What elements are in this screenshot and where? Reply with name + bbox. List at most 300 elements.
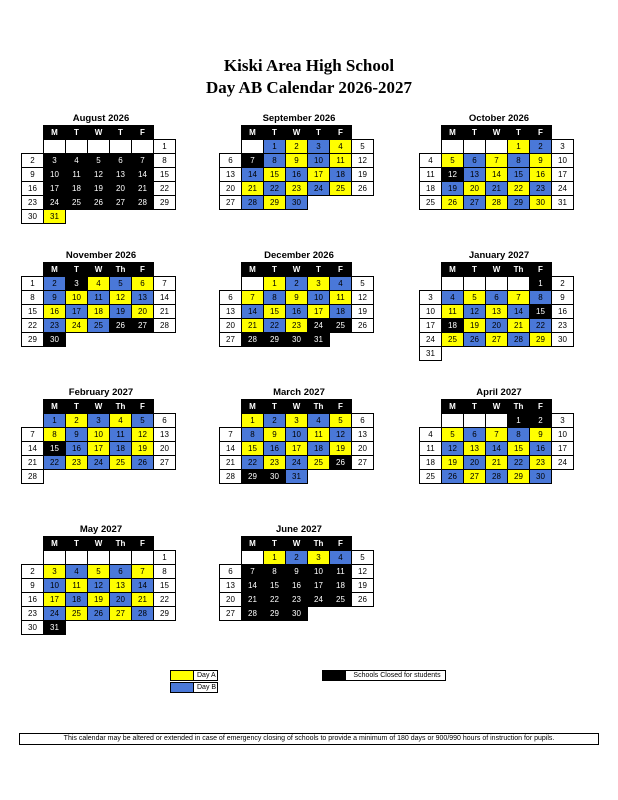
day-cell: 24 [552,456,574,470]
weekday-header: Th [308,537,330,551]
day-cell: 8 [264,291,286,305]
day-cell [552,347,574,361]
weekday-header: M [44,126,66,140]
day-cell [88,140,110,154]
day-cell: 17 [420,319,442,333]
day-cell: 16 [530,168,552,182]
day-cell: 19 [352,168,374,182]
weekday-header: F [330,263,352,277]
day-cell: 30 [530,470,552,484]
day-cell: 1 [264,140,286,154]
weekday-header: M [242,537,264,551]
day-cell: 17 [44,593,66,607]
day-cell: 16 [22,593,44,607]
day-cell: 4 [88,277,110,291]
day-cell [330,333,352,347]
day-cell [88,210,110,224]
day-cell [220,414,242,428]
day-cell [88,333,110,347]
day-cell: 19 [352,305,374,319]
day-cell: 3 [44,154,66,168]
day-cell: 31 [552,196,574,210]
day-cell: 24 [308,319,330,333]
week-row [220,168,374,182]
day-cell: 20 [464,456,486,470]
day-cell: 16 [66,442,88,456]
day-cell: 11 [110,428,132,442]
weekday-header: F [530,263,552,277]
day-cell: 1 [44,414,66,428]
day-cell: 11 [330,291,352,305]
day-cell: 5 [110,277,132,291]
header-spacer [552,126,574,140]
day-cell: 10 [552,428,574,442]
weekday-header: Th [110,263,132,277]
day-cell: 15 [22,305,44,319]
day-cell: 27 [220,196,242,210]
day-cell [132,621,154,635]
weekday-header-row [22,263,176,277]
weekday-header: T [110,126,132,140]
day-cell: 16 [286,579,308,593]
weekday-header: W [286,263,308,277]
day-cell: 21 [242,593,264,607]
weekday-header: W [88,126,110,140]
day-cell: 16 [44,305,66,319]
week-row [220,277,374,291]
day-cell: 17 [308,305,330,319]
month-title: October 2026 [468,113,530,124]
day-cell: 15 [508,168,530,182]
weekday-header: F [132,400,154,414]
week-row [220,414,374,428]
week-row [220,182,374,196]
weekday-header: W [88,537,110,551]
day-cell: 3 [66,277,88,291]
week-row [22,305,176,319]
day-cell: 29 [154,196,176,210]
day-cell: 12 [442,442,464,456]
day-cell: 7 [132,565,154,579]
weekday-header: M [242,400,264,414]
day-cell [110,333,132,347]
day-cell: 17 [66,305,88,319]
day-cell: 20 [486,319,508,333]
month-title: September 2026 [262,113,336,124]
footer-note: This calendar may be altered or extended in case of emergency closing of schools to provide a minimum of 180 days or 900/990 hours of instruction for pupils. [19,733,599,745]
day-cell: 26 [88,196,110,210]
day-cell: 13 [132,291,154,305]
day-cell [66,470,88,484]
day-cell [442,140,464,154]
day-cell [110,470,132,484]
weekday-header: T [464,263,486,277]
day-cell: 14 [508,305,530,319]
day-cell: 3 [44,565,66,579]
week-row [220,154,374,168]
week-row [22,593,176,607]
weekday-header: T [264,126,286,140]
day-cell: 7 [486,428,508,442]
day-cell: 18 [110,442,132,456]
day-cell: 13 [464,168,486,182]
day-cell: 5 [464,291,486,305]
day-cell: 23 [264,456,286,470]
day-cell: 3 [308,140,330,154]
day-cell [352,470,374,484]
day-cell: 10 [308,154,330,168]
day-cell: 21 [132,593,154,607]
legend-day-b [170,682,218,693]
week-row [420,428,574,442]
day-cell [66,621,88,635]
day-cell: 19 [88,182,110,196]
day-cell: 25 [420,196,442,210]
day-cell: 10 [308,565,330,579]
day-cell: 12 [352,154,374,168]
day-cell: 18 [66,593,88,607]
day-cell: 14 [132,168,154,182]
day-cell: 30 [530,196,552,210]
day-cell: 26 [132,456,154,470]
day-cell: 30 [264,470,286,484]
day-cell: 30 [286,607,308,621]
week-row [420,168,574,182]
header-spacer [22,126,44,140]
legend-closed [322,670,446,681]
weekday-header: M [44,537,66,551]
day-b-swatch [170,682,194,693]
day-cell: 2 [286,277,308,291]
day-cell: 17 [286,442,308,456]
weekday-header: M [242,263,264,277]
day-cell [464,414,486,428]
day-cell: 28 [486,196,508,210]
day-cell: 27 [154,456,176,470]
day-cell: 20 [220,319,242,333]
header-spacer [352,126,374,140]
week-row [420,470,574,484]
day-cell [88,551,110,565]
day-cell: 9 [286,291,308,305]
day-cell [154,333,176,347]
day-cell: 6 [132,277,154,291]
day-cell: 14 [220,442,242,456]
day-cell: 14 [486,442,508,456]
weekday-header-row [220,400,374,414]
week-row [420,277,574,291]
day-cell: 25 [110,456,132,470]
week-row [220,551,374,565]
weekday-header-row [420,126,574,140]
weekday-header: M [442,126,464,140]
week-row [22,470,176,484]
day-cell [352,196,374,210]
day-cell: 8 [530,291,552,305]
day-cell: 13 [110,168,132,182]
day-cell [464,347,486,361]
day-b-label: Day B [194,682,218,693]
day-cell: 14 [242,305,264,319]
day-cell: 20 [464,182,486,196]
day-cell: 16 [264,442,286,456]
day-cell: 4 [420,428,442,442]
weekday-header: M [44,400,66,414]
weekday-header: M [442,400,464,414]
day-cell: 31 [44,621,66,635]
day-cell: 14 [486,168,508,182]
day-cell: 8 [264,154,286,168]
day-cell [66,210,88,224]
day-cell: 6 [220,565,242,579]
day-cell: 22 [264,319,286,333]
day-cell: 13 [486,305,508,319]
day-cell: 26 [352,182,374,196]
day-cell: 20 [154,442,176,456]
weekday-header: Th [110,400,132,414]
month-title: May 2027 [79,524,123,535]
day-cell: 18 [330,579,352,593]
day-cell: 26 [442,196,464,210]
day-cell [66,551,88,565]
day-cell [420,277,442,291]
day-cell [420,414,442,428]
week-row [22,291,176,305]
weekday-header-row [220,537,374,551]
day-cell: 19 [442,182,464,196]
weekday-header: W [486,263,508,277]
day-cell: 18 [330,305,352,319]
day-cell: 2 [530,140,552,154]
header-spacer [220,126,242,140]
day-cell: 26 [352,593,374,607]
day-cell: 28 [154,319,176,333]
day-cell: 13 [220,579,242,593]
day-cell [464,140,486,154]
day-cell [464,277,486,291]
day-cell: 19 [330,442,352,456]
day-cell: 26 [464,333,486,347]
header-spacer [154,263,176,277]
day-cell: 13 [352,428,374,442]
school-title: Kiski Area High School [223,56,395,75]
week-row [22,579,176,593]
weekday-header: M [242,126,264,140]
weekday-header: F [330,126,352,140]
day-cell: 21 [22,456,44,470]
weekday-header: T [508,126,530,140]
day-cell: 12 [442,168,464,182]
day-cell: 14 [242,579,264,593]
month-grid [419,399,574,484]
weekday-header: W [286,126,308,140]
day-cell: 24 [88,456,110,470]
week-row [22,414,176,428]
week-row [22,182,176,196]
header-spacer [352,537,374,551]
week-row [22,607,176,621]
weekday-header: W [88,400,110,414]
day-cell: 22 [264,593,286,607]
header-spacer [22,400,44,414]
day-cell: 6 [464,428,486,442]
day-cell: 15 [242,442,264,456]
day-cell: 12 [352,565,374,579]
month-grid [21,262,176,347]
day-cell: 14 [22,442,44,456]
day-cell: 27 [110,607,132,621]
day-cell: 7 [508,291,530,305]
day-cell: 23 [22,607,44,621]
week-row [220,291,374,305]
day-cell: 18 [88,305,110,319]
day-cell: 7 [220,428,242,442]
day-cell: 8 [154,154,176,168]
month-grid [21,125,176,224]
week-row [420,291,574,305]
header-spacer [552,263,574,277]
closed-label: Schools Closed for students [346,670,446,681]
day-cell: 4 [330,551,352,565]
day-cell: 2 [286,551,308,565]
day-cell: 29 [530,333,552,347]
day-cell: 24 [44,196,66,210]
day-cell [508,277,530,291]
day-cell [88,621,110,635]
day-cell: 26 [88,607,110,621]
day-cell: 28 [132,196,154,210]
day-cell: 21 [154,305,176,319]
day-cell: 14 [242,168,264,182]
day-cell: 27 [220,333,242,347]
day-cell: 16 [552,305,574,319]
day-cell [22,140,44,154]
month-grid [419,125,574,210]
day-cell: 8 [22,291,44,305]
day-cell: 29 [508,470,530,484]
day-cell: 18 [330,168,352,182]
closed-swatch [322,670,346,681]
day-cell: 5 [132,414,154,428]
week-row [220,456,374,470]
day-cell: 1 [264,551,286,565]
day-cell: 21 [486,456,508,470]
day-cell: 5 [352,277,374,291]
week-row [220,593,374,607]
day-cell: 27 [486,333,508,347]
header-spacer [22,263,44,277]
day-cell: 8 [44,428,66,442]
day-cell: 25 [330,182,352,196]
day-cell [442,277,464,291]
day-cell: 22 [22,319,44,333]
day-cell: 3 [308,277,330,291]
day-cell [330,470,352,484]
week-row [420,305,574,319]
day-cell: 11 [308,428,330,442]
day-cell: 21 [486,182,508,196]
weekday-header: F [530,126,552,140]
week-row [220,607,374,621]
day-cell [132,470,154,484]
day-cell: 15 [530,305,552,319]
day-cell [66,140,88,154]
day-cell: 12 [330,428,352,442]
day-cell: 1 [242,414,264,428]
day-cell: 7 [22,428,44,442]
week-row [420,414,574,428]
header-spacer [154,537,176,551]
day-cell: 19 [132,442,154,456]
weekday-header: T [66,263,88,277]
header-spacer [420,126,442,140]
day-cell: 30 [22,621,44,635]
week-row [22,210,176,224]
day-cell [442,414,464,428]
day-cell: 30 [552,333,574,347]
day-cell: 30 [44,333,66,347]
day-cell: 13 [464,442,486,456]
day-cell [132,210,154,224]
day-cell: 4 [442,291,464,305]
day-cell: 11 [330,565,352,579]
day-cell [110,621,132,635]
day-cell: 24 [308,593,330,607]
day-cell: 24 [420,333,442,347]
day-cell: 2 [44,277,66,291]
day-cell: 5 [330,414,352,428]
month-title: February 2027 [68,387,134,398]
day-cell [154,210,176,224]
day-cell: 23 [286,593,308,607]
week-row [22,551,176,565]
day-cell: 1 [264,277,286,291]
day-cell: 3 [552,140,574,154]
week-row [220,565,374,579]
day-cell: 18 [442,319,464,333]
day-cell: 21 [508,319,530,333]
weekday-header: T [66,126,88,140]
day-cell: 3 [308,551,330,565]
day-cell: 6 [220,291,242,305]
day-cell: 11 [420,168,442,182]
day-cell: 23 [286,182,308,196]
day-cell: 5 [352,551,374,565]
month-title: June 2027 [276,524,322,535]
day-cell: 11 [66,579,88,593]
week-row [22,442,176,456]
weekday-header: W [486,126,508,140]
day-cell [242,277,264,291]
header-spacer [220,537,242,551]
day-cell: 1 [508,414,530,428]
day-cell: 3 [88,414,110,428]
weekday-header: F [132,537,154,551]
day-cell: 10 [88,428,110,442]
day-cell: 9 [66,428,88,442]
day-cell: 8 [242,428,264,442]
day-cell: 17 [552,442,574,456]
day-cell: 23 [530,182,552,196]
day-cell: 19 [464,319,486,333]
day-cell: 1 [530,277,552,291]
day-cell: 12 [352,291,374,305]
day-cell: 19 [110,305,132,319]
week-row [420,140,574,154]
day-cell: 11 [442,305,464,319]
day-cell: 9 [44,291,66,305]
day-cell: 16 [286,168,308,182]
